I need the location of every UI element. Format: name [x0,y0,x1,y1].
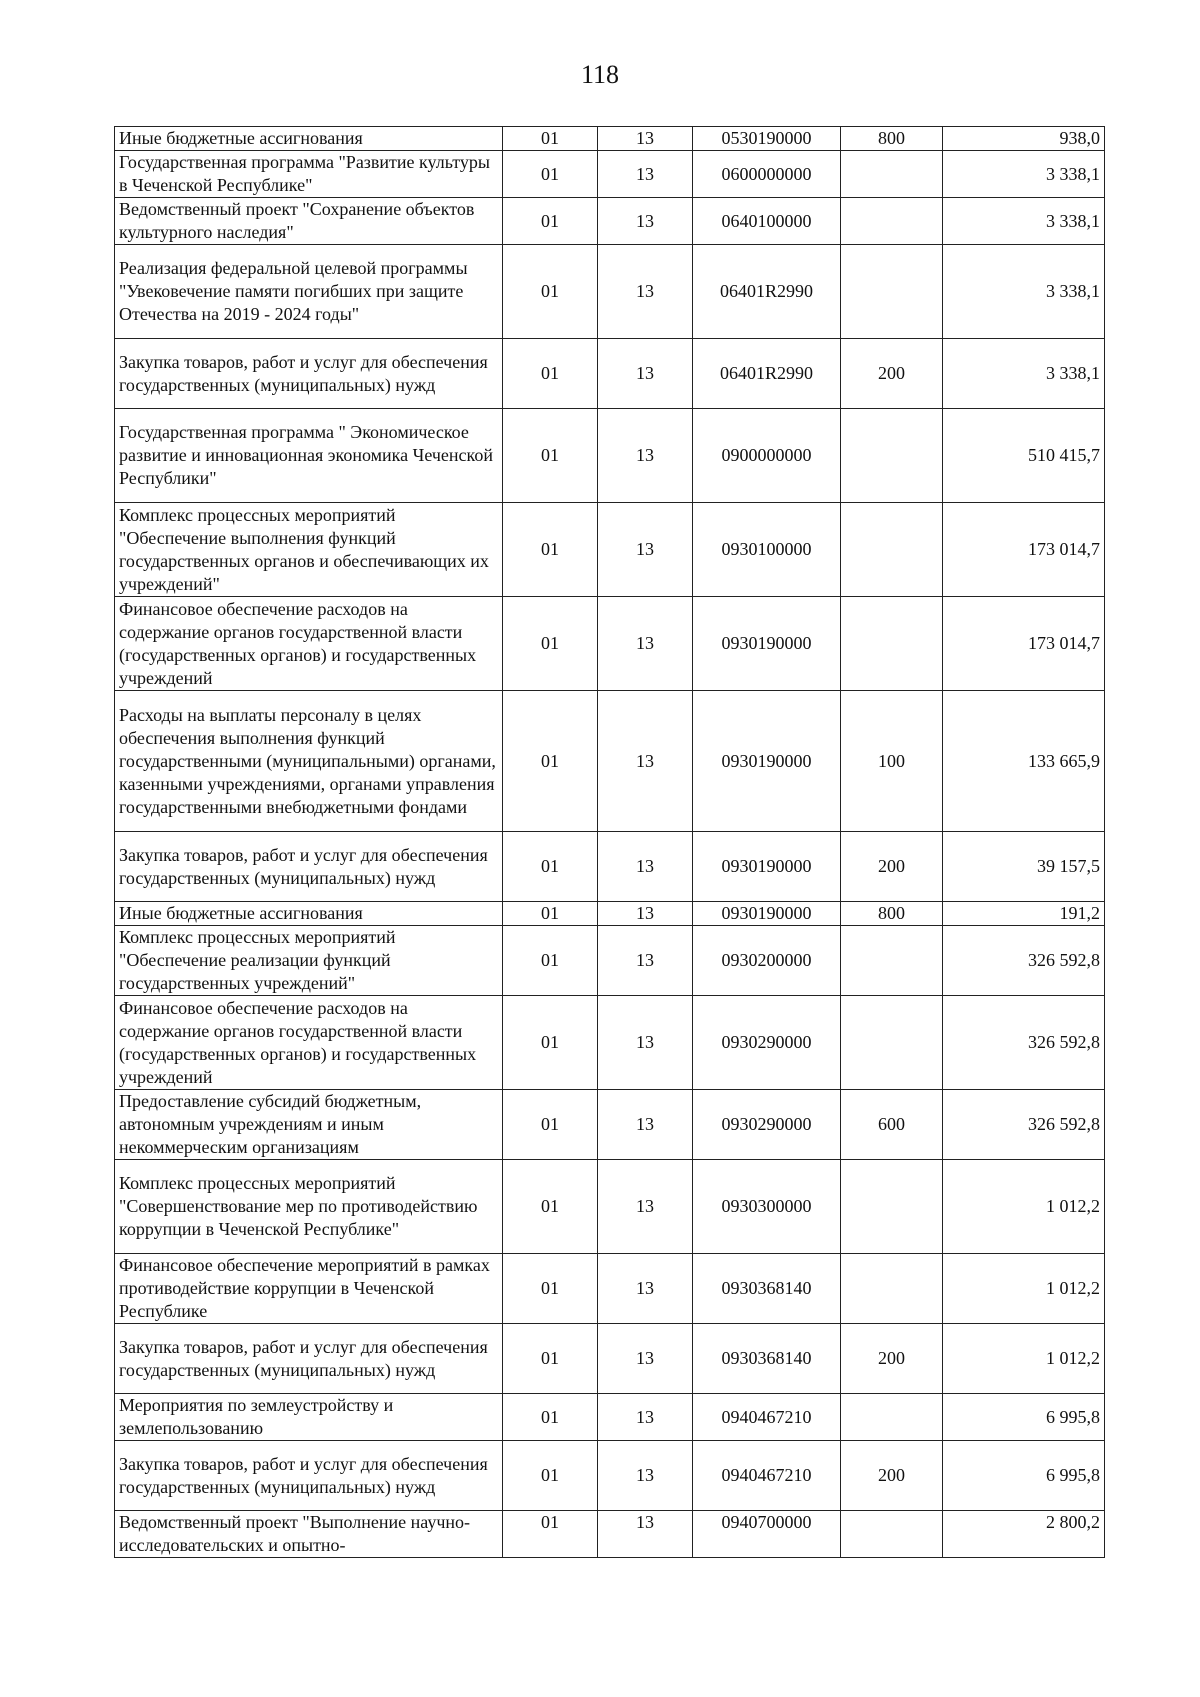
row-expense-type [841,409,943,503]
row-amount: 39 157,5 [943,832,1105,902]
row-target-article: 0930190000 [693,597,841,691]
row-amount: 3 338,1 [943,245,1105,339]
row-section: 01 [503,1090,598,1160]
table-row [115,1441,1105,1511]
table-row [115,996,1105,1090]
row-expense-type [841,1254,943,1324]
row-expense-type [841,245,943,339]
row-section: 01 [503,926,598,996]
row-expense-type: 100 [841,691,943,832]
row-name: Иные бюджетные ассигнования [115,127,503,151]
table-row [115,339,1105,409]
row-subsection: 13 [598,503,693,597]
table-row [115,1511,1105,1558]
row-section: 01 [503,597,598,691]
row-expense-type: 200 [841,1324,943,1394]
row-subsection: 13 [598,1441,693,1511]
row-target-article: 0930290000 [693,996,841,1090]
row-name: Закупка товаров, работ и услуг для обеспечения государственных (муниципальных) нужд [115,1441,503,1511]
row-expense-type [841,503,943,597]
row-amount: 3 338,1 [943,198,1105,245]
row-subsection: 13 [598,151,693,198]
table-row [115,127,1105,151]
row-name: Государственная программа "Развитие культуры в Чеченской Республике" [115,151,503,198]
row-expense-type: 800 [841,127,943,151]
row-subsection: 13 [598,597,693,691]
row-subsection: 13 [598,1324,693,1394]
row-section: 01 [503,339,598,409]
row-name: Государственная программа " Экономическое развитие и инновационная экономика Чеченской Республики" [115,409,503,503]
table-row [115,691,1105,832]
row-name: Ведомственный проект "Сохранение объектов культурного наследия" [115,198,503,245]
row-target-article: 0930190000 [693,902,841,926]
row-expense-type: 600 [841,1090,943,1160]
row-name: Финансовое обеспечение мероприятий в рамках противодействие коррупции в Чеченской Республике [115,1254,503,1324]
row-amount: 133 665,9 [943,691,1105,832]
row-target-article: 0930200000 [693,926,841,996]
table-row [115,597,1105,691]
row-subsection: 13 [598,245,693,339]
row-subsection: 13 [598,339,693,409]
table-row [115,245,1105,339]
row-target-article: 0530190000 [693,127,841,151]
row-section: 01 [503,127,598,151]
row-amount: 510 415,7 [943,409,1105,503]
row-expense-type: 200 [841,339,943,409]
table-row [115,1090,1105,1160]
row-name: Финансовое обеспечение расходов на содержание органов государственной власти (государственных органов) и государственных учреждений [115,996,503,1090]
page-number: 118 [580,60,620,89]
table-row [115,151,1105,198]
row-expense-type [841,1160,943,1254]
row-target-article: 0940467210 [693,1394,841,1441]
row-subsection: 13 [598,902,693,926]
row-target-article: 0600000000 [693,151,841,198]
row-name: Комплекс процессных мероприятий "Обеспечение выполнения функций государственных органов и обеспечивающих их учреждений" [115,503,503,597]
row-subsection: 13 [598,832,693,902]
table-row [115,409,1105,503]
row-section: 01 [503,198,598,245]
row-expense-type [841,996,943,1090]
row-expense-type: 200 [841,832,943,902]
row-amount: 2 800,2 [943,1511,1105,1558]
row-target-article: 0930368140 [693,1324,841,1394]
row-section: 01 [503,902,598,926]
table-row [115,503,1105,597]
row-section: 01 [503,1441,598,1511]
row-section: 01 [503,503,598,597]
row-subsection: 13 [598,1090,693,1160]
row-expense-type [841,926,943,996]
row-amount: 3 338,1 [943,339,1105,409]
table-row [115,902,1105,926]
row-section: 01 [503,1254,598,1324]
row-expense-type [841,151,943,198]
row-target-article: 0930190000 [693,832,841,902]
row-amount: 326 592,8 [943,996,1105,1090]
row-target-article: 0930300000 [693,1160,841,1254]
row-name: Закупка товаров, работ и услуг для обеспечения государственных (муниципальных) нужд [115,832,503,902]
row-amount: 173 014,7 [943,597,1105,691]
row-expense-type [841,597,943,691]
table-row [115,1160,1105,1254]
row-expense-type: 200 [841,1441,943,1511]
row-subsection: 13 [598,1254,693,1324]
row-amount: 326 592,8 [943,926,1105,996]
row-target-article: 0900000000 [693,409,841,503]
row-section: 01 [503,1394,598,1441]
row-expense-type [841,1511,943,1558]
row-subsection: 13 [598,198,693,245]
row-subsection: 13 [598,691,693,832]
row-target-article: 0940700000 [693,1511,841,1558]
row-amount: 173 014,7 [943,503,1105,597]
row-amount: 6 995,8 [943,1394,1105,1441]
table-row [115,1324,1105,1394]
row-section: 01 [503,1160,598,1254]
row-target-article: 0940467210 [693,1441,841,1511]
row-expense-type [841,1394,943,1441]
row-section: 01 [503,832,598,902]
row-name: Ведомственный проект "Выполнение научно-исследовательских и опытно- [115,1511,503,1558]
row-amount: 1 012,2 [943,1324,1105,1394]
budget-table [114,126,1105,1558]
row-target-article: 06401R2990 [693,339,841,409]
row-amount: 6 995,8 [943,1441,1105,1511]
row-name: Финансовое обеспечение расходов на содержание органов государственной власти (государственных органов) и государственных учреждений [115,597,503,691]
row-target-article: 0930368140 [693,1254,841,1324]
row-subsection: 13 [598,1394,693,1441]
table-row [115,926,1105,996]
row-target-article: 06401R2990 [693,245,841,339]
table-row [115,198,1105,245]
row-section: 01 [503,996,598,1090]
row-amount: 191,2 [943,902,1105,926]
row-section: 01 [503,409,598,503]
row-subsection: 13 [598,996,693,1090]
row-expense-type [841,198,943,245]
row-name: Предоставление субсидий бюджетным, автономным учреждениям и иным некоммерческим организациям [115,1090,503,1160]
row-amount: 938,0 [943,127,1105,151]
row-amount: 1 012,2 [943,1254,1105,1324]
row-name: Комплекс процессных мероприятий "Совершенствование мер по противодействию коррупции в Чеченской Республике" [115,1160,503,1254]
row-amount: 326 592,8 [943,1090,1105,1160]
row-name: Закупка товаров, работ и услуг для обеспечения государственных (муниципальных) нужд [115,339,503,409]
row-name: Мероприятия по землеустройству и землепользованию [115,1394,503,1441]
row-target-article: 0640100000 [693,198,841,245]
row-section: 01 [503,151,598,198]
row-subsection: 13 [598,127,693,151]
table-row [115,1394,1105,1441]
row-section: 01 [503,1511,598,1558]
table-row [115,1254,1105,1324]
row-expense-type: 800 [841,902,943,926]
table-row [115,832,1105,902]
row-amount: 1 012,2 [943,1160,1105,1254]
row-subsection: 13 [598,409,693,503]
row-amount: 3 338,1 [943,151,1105,198]
row-name: Закупка товаров, работ и услуг для обеспечения государственных (муниципальных) нужд [115,1324,503,1394]
row-section: 01 [503,245,598,339]
row-target-article: 0930190000 [693,691,841,832]
row-name: Реализация федеральной целевой программы "Увековечение памяти погибших при защите Отечества на 2019 - 2024 годы" [115,245,503,339]
row-name: Иные бюджетные ассигнования [115,902,503,926]
row-section: 01 [503,691,598,832]
row-subsection: 13 [598,926,693,996]
row-target-article: 0930100000 [693,503,841,597]
row-subsection: 13 [598,1160,693,1254]
row-name: Комплекс процессных мероприятий "Обеспечение реализации функций государственных учреждений" [115,926,503,996]
row-section: 01 [503,1324,598,1394]
row-target-article: 0930290000 [693,1090,841,1160]
row-subsection: 13 [598,1511,693,1558]
row-name: Расходы на выплаты персоналу в целях обеспечения выполнения функций государственными (муниципальными) органами, казенными учреждениями, органами управления государственными внебюджетными фондами [115,691,503,832]
